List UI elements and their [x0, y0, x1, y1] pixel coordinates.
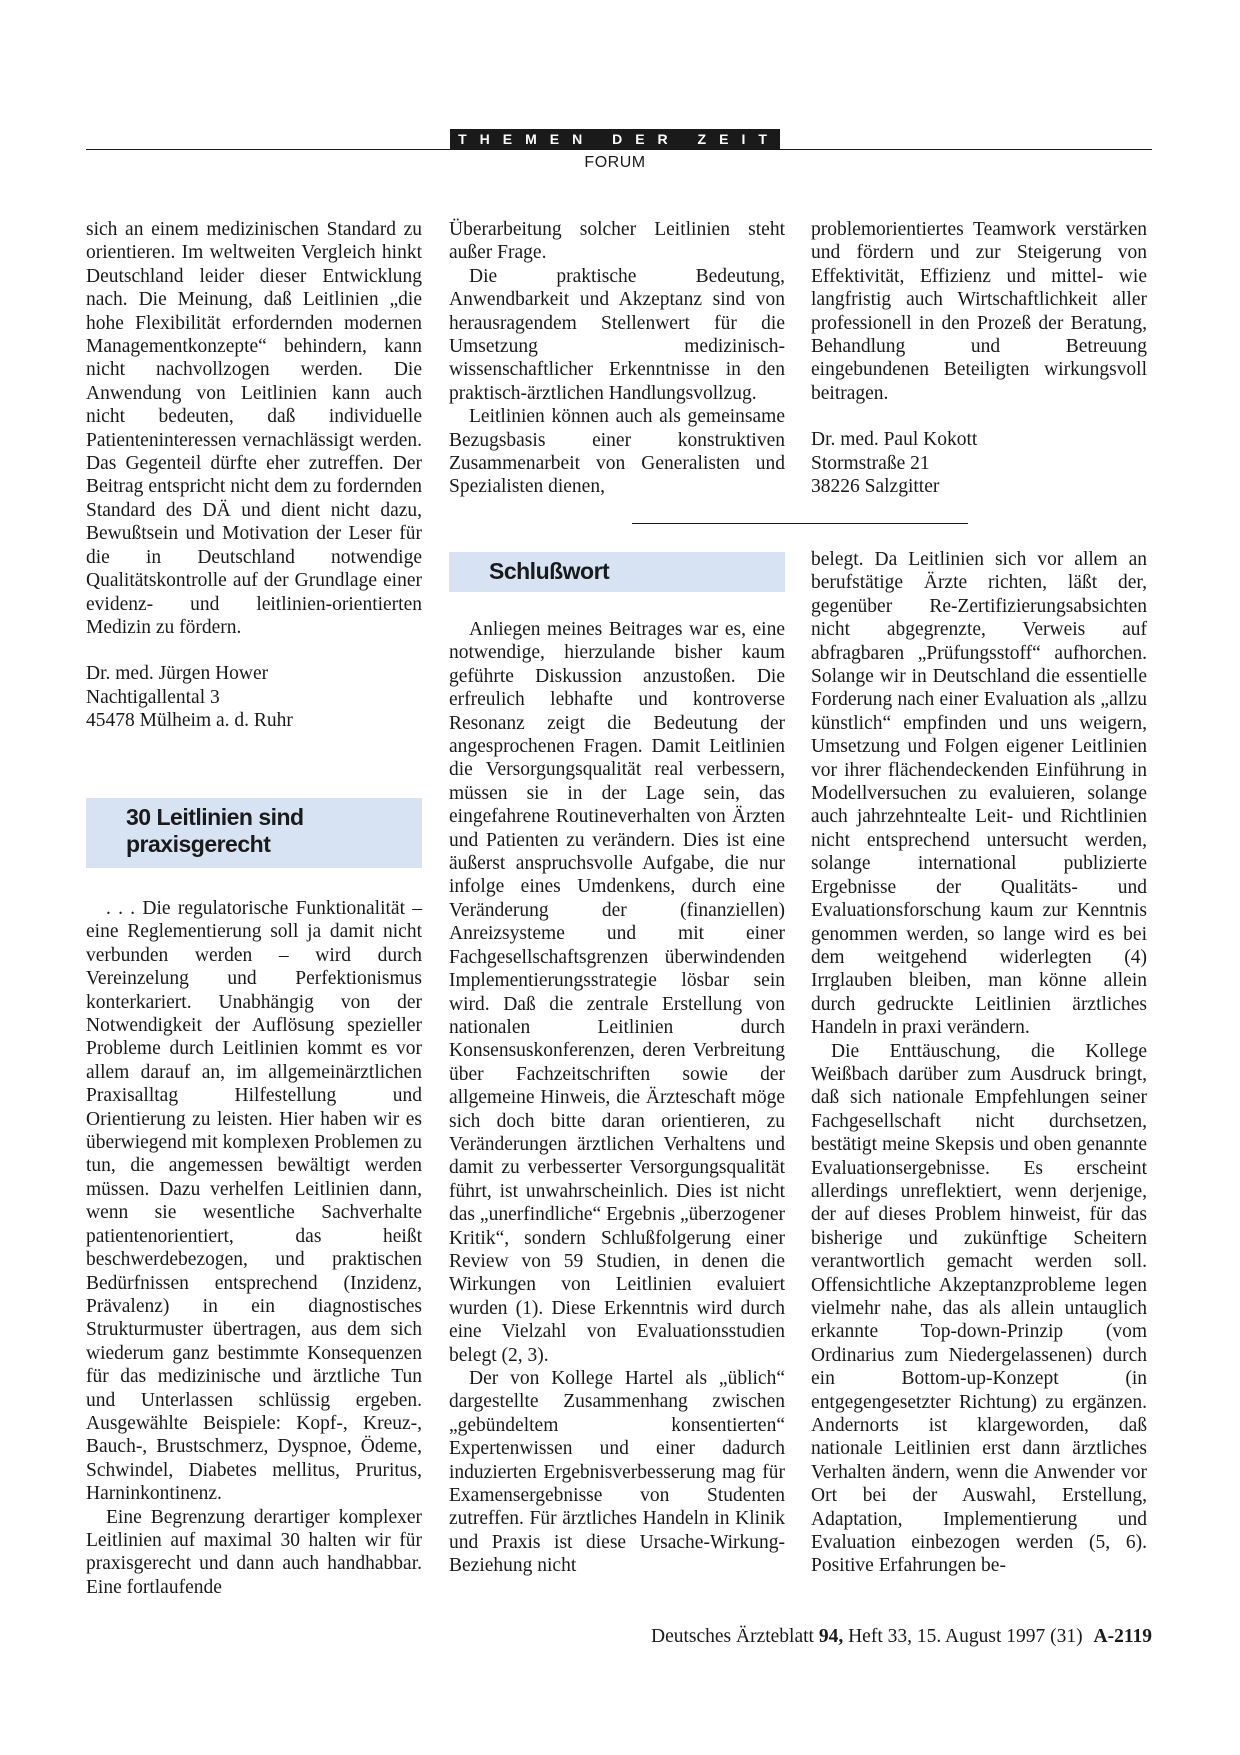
header-rule	[86, 149, 1152, 150]
paragraph: . . . Die regulatorische Funktionalität – eine Reglementierung soll ja damit nicht verbunden werden – wird durch Vereinzelung und Perfektionismus konterkariert. Unabhängig von der Notwendigkeit der Auflösung spezieller Probleme durch Leitlinien kommt es vor allem darauf an, im allgemeinärztlichen Praxisalltag Hilfestellung und Orientierung zu leisten. Hier haben wir es überwiegend mit komplexen Problemen zu tun, die angemessen bewältigt werden müssen. Dazu verhelfen Leitlinien dann, wenn sie wesentliche Sachverhalte patientenorientiert, das heißt beschwerdebezogen, und praktischen Bedürfnissen entsprechend (Inzidenz, Prävalenz) in ein diagnostisches Strukturmuster übertragen, aus dem sich wiederum ganz bestimmte Konsequenzen für das medizinische und ärztliche Tun und Unterlassen schlüssig ergeben. Ausgewählte Beispiele: Kopf-, Kreuz-, Bauch-, Brustschmerz, Dyspnoe, Ödeme, Schwindel, Diabetes mellitus, Pruritus, Harninkontinenz.	[86, 898, 422, 1505]
section-divider	[632, 523, 968, 524]
paragraph: Eine Begrenzung derartiger komplexer Leitlinien auf maximal 30 halten wir für praxisgerecht und dann auch handhabbar. Eine fortlaufende	[86, 1506, 422, 1598]
section-label: FORUM	[584, 154, 646, 171]
signature-city: 45478 Mülheim a. d. Ruhr	[86, 710, 293, 732]
section-banner: THEMEN DER ZEIT	[450, 129, 780, 149]
column-3-continued	[811, 548, 1147, 1578]
paragraph: Die Enttäuschung, die Kollege Weißbach darüber zum Ausdruck bringt, daß sich nationale Empfehlungen seiner Fachgesellschaft nicht durchsetzen, bestätigt meine Skepsis und oben genannte Evaluationsergebnisse. Es erscheint allerdings unreflektiert, wenn derjenige, der auf dieses Problem hinweist, für das bisherige und zukünftige Scheitern verantwortlich gemacht werden soll. Offensichtliche Akzeptanzprobleme legen vielmehr nahe, das als allein untauglich erkannte Top-down-Prinzip (vom Ordinarius zum Niedergelassenen) durch ein Bottom-up-Konzept (in entgegengesetzter Richtung) zu ergänzen. Andernorts ist klargeworden, daß nationale Leitlinien erst dann ärztliches Verhalten ändern, wenn die Anwender vor Ort bei der Auswahl, Erstellung, Adaptation, Implementierung und Evaluation einbezogen werden (5, 6). Positive Erfahrungen be-	[811, 1040, 1147, 1577]
paragraph: Leitlinien können auch als gemeinsame Bezugsbasis einer konstruktiven Zusammenarbeit von Generalisten und Spezialisten dienen,	[449, 406, 785, 498]
column-3	[811, 218, 1147, 498]
journal-volume: 94,	[818, 1626, 844, 1647]
section-heading	[449, 552, 785, 592]
heading-line: 30 Leitlinien sind	[126, 804, 304, 830]
section-heading	[86, 798, 422, 868]
paragraph: Überarbeitung solcher Leitlinien steht außer Frage.	[449, 219, 785, 264]
page-footer	[500, 1626, 1152, 1648]
paragraph: Der von Kollege Hartel als „üblich“ dargestellte Zusammenhang zwischen „gebündeltem konsentierten“ Expertenwissen und einer dadurch induzierten Ergebnisverbesserung mag für Examensergebnisse von Studenten zutreffen. Für ärztliches Handeln in Klinik und Praxis ist diese Ursache-Wirkung-Beziehung nicht	[449, 1368, 785, 1577]
paragraph: Die praktische Bedeutung, Anwendbarkeit und Akzeptanz sind von herausragendem Stellenwert für die Umsetzung medizinisch-wissenschaftlicher Erkenntnisse in den praktisch-ärztlichen Handlungsvollzug.	[449, 265, 785, 404]
signature-name: Dr. med. Jürgen Hower	[86, 663, 269, 685]
journal-name: Deutsches Ärzteblatt	[650, 1626, 814, 1647]
signature-city: 38226 Salzgitter	[811, 476, 940, 498]
signature-street: Nachtigallental 3	[86, 686, 220, 708]
journal-issue: Heft 33, 15. August 1997 (31)	[848, 1626, 1083, 1647]
signature-name: Dr. med. Paul Kokott	[811, 429, 978, 451]
paragraph: belegt. Da Leitlinien sich vor allem an berufstätige Ärzte richten, läßt der, gegenüber Re-Zertifizierungsabsichten nicht abgegrenzte, Verweis auf abfragbaren „Prüfungsstoff“ aufhorchen. Solange wir in Deutschland die essentielle Forderung nach einer Evaluation als „allzu künstlich“ empfinden und uns weigern, Umsetzung und Folgen eigener Leitlinien vor ihrer flächendeckenden Einführung in Modellversuchen zu evaluieren, solange auch jahrzehntealte Leit- und Richtlinien nicht entsprechend untersucht werden, solange international publizierte Ergebnisse der Qualitäts- und Evaluationsforschung kaum zur Kenntnis genommen werden, so lange wird es bei dem weitgehend widerlegten (4) Irrglauben bleiben, man könne allein durch gedruckte Leitlinien ärztliches Handeln in praxi verändern.	[811, 549, 1147, 1039]
column-1-continued	[86, 897, 422, 1599]
heading-line: Schlußwort	[489, 558, 610, 584]
paragraph: Anliegen meines Beitrages war es, eine notwendige, hierzulande bisher kaum geführte Diskussion anzustoßen. Die erfreulich lebhafte und kontroverse Resonanz zeigt die Bedeutung der angesprochenen Fragen. Damit Leitlinien die Versorgungsqualität real verbessern, müssen sie in der Lage sein, das eingefahrene Routineverhalten von Ärzten und Patienten zu verändern. Dies ist eine äußerst anspruchsvolle Aufgabe, die nur infolge eines Umdenkens, durch eine Veränderung der (finanziellen) Anreizsysteme und mit einer Fachgesellschaftsgrenzen überwindenden Implementierungsstrategie lösbar sein wird. Daß die zentrale Erstellung von nationalen Leitlinien durch Konsensuskonferenzen, deren Verbreitung über Fachzeitschriften sowie der allgemeine Hinweis, die Ärzteschaft möge sich doch bitte daran orientieren, zu Veränderungen ärztlichen Verhaltens und damit zu verbesserter Versorgungsqualität führt, ist unwahrscheinlich. Dies ist nicht das „unerfindliche“ Ergebnis „überzogener Kritik“, sondern Schlußfolgerung einer Review von 59 Studien, in denen die Wirkungen von Leitlinien evaluiert wurden (1). Diese Erkenntnis wird durch eine Vielzahl von Evaluationsstudien belegt (2, 3).	[449, 619, 785, 1366]
signature-street: Stormstraße 21	[811, 452, 930, 474]
column-1	[86, 218, 422, 733]
paragraph: problemorientiertes Teamwork verstärken und fördern und zur Steigerung von Effektivität, Effizienz und mittel- wie langfristig auch Wirtschaftlichkeit aller professionell in den Prozeß der Beratung, Behandlung und Betreuung eingebundenen Beteiligten wirkungsvoll beitragen.	[811, 219, 1147, 404]
column-2	[449, 218, 785, 499]
column-2-continued	[449, 618, 785, 1578]
page-number: A-2119	[1093, 1626, 1152, 1647]
heading-line: praxisgerecht	[126, 831, 271, 857]
paragraph: sich an einem medizinischen Standard zu orientieren. Im weltweiten Vergleich hinkt Deutschland leider dieser Entwicklung nach. Die Meinung, daß Leitlinien „die hohe Flexibilität erfordernden modernen Managementkonzepte“ behindern, kann nicht nachvollzogen werden. Die Anwendung von Leitlinien kann auch nicht bedeuten, daß individuelle Patienteninteressen vernachlässigt werden. Das Gegenteil dürfte eher zutreffen. Der Beitrag entspricht nicht dem zu fordernden Standard des DÄ und dient nicht dazu, Bewußtsein und Motivation der Leser für die in Deutschland notwendige Qualitätskontrolle auf der Grundlage einer evidenz- und leitlinien-orientierten Medizin zu fördern.	[86, 219, 422, 638]
